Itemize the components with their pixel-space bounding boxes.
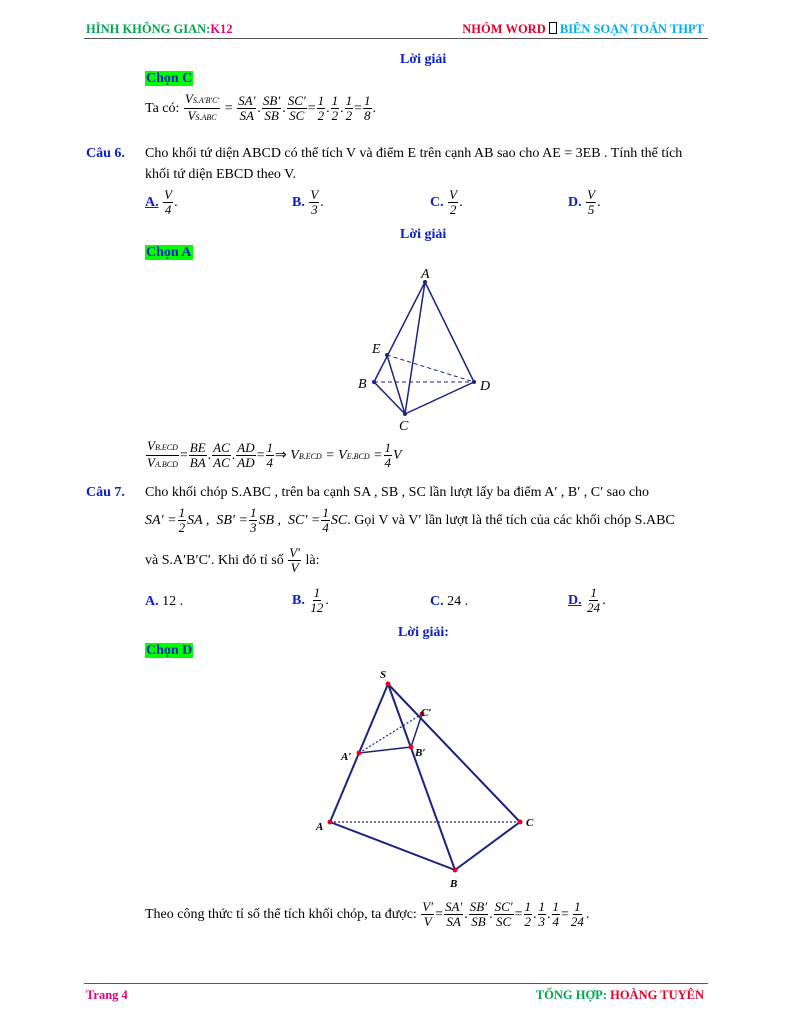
header-right: NHÓM WORD BIÊN SOẠN TOÁN THPT [462, 22, 704, 36]
label-c: C [526, 817, 534, 829]
tetrahedron-diagram [340, 262, 510, 434]
question-7-text-1: Cho khối chóp S.ABC , trên ba cạnh SA , SB , SC lần lượt lấy ba điểm A′ , B′ , C′ sao cho [145, 485, 650, 500]
edge-sc [388, 684, 520, 822]
q7-option-d[interactable]: D. $\frac{1}{24}$ . [568, 585, 606, 615]
edge-ed [387, 355, 474, 382]
formula-line-7: Theo công thức tỉ số thể tích khối chóp, ta được: $\frac{V'}{V}$ = $\frac{SA'}{SA}$ . $\frac{SB'}{SB}$ . $\frac{SC'}{SC}$ = $\frac{1}{2}$ . $\frac{1}{3}$ . $\frac{1}{4}$ = $\frac{1}{24}$ . [145, 899, 590, 929]
q7-option-a[interactable]: A. 12 . [145, 594, 184, 609]
question-7-text-3: và S.A′B′C′. Khi đó tỉ số $\frac{V'}{V}$ là: [145, 545, 320, 575]
question-7-label: Câu 7. [86, 485, 125, 500]
point-a [328, 820, 333, 825]
edge-cd [405, 382, 474, 414]
formula-line-6: $\frac{\text{VB.ECD}}{\text{VA.BCD}}$ = $\frac{BE}{BA}$ . $\frac{AC}{AC}$ . $\frac{AD}{AD}$ = $\frac{1}{4}$ ⇒ VB.ECD = VE.BCD = $\frac{1}{4}$ V [147, 438, 402, 470]
question-6-text-1: Cho khối tứ diện ABCD có thể tích V và điểm E trên cạnh AB sao cho AE = 3EB . Tính thể tích [145, 146, 683, 161]
choice-badge-6: Chọn A [146, 245, 192, 260]
label-c1: C′ [421, 707, 432, 719]
point-b [453, 868, 458, 873]
formula-line-1: Ta có: $\frac{VS.A'B'C'}{\text{VS.ABC}}$ = $\frac{SA'}{SA}$ . $\frac{SB'}{SB}$ . $\frac{SC'}{SC}$ = $\frac{1}{2}$ . $\frac{1}{2}$ . $\frac{1}{2}$ = $\frac{1}{8}$ . [145, 91, 377, 123]
solution-heading: Lời giải [400, 52, 447, 67]
q6-option-c[interactable]: C. $\frac{V}{2}$ . [430, 187, 463, 217]
label-c: C [399, 419, 409, 434]
solution-heading-6: Lời giải [400, 227, 447, 242]
edge-ab [330, 822, 455, 870]
point-c [518, 820, 523, 825]
q6-option-b[interactable]: B. $\frac{V}{3}$ . [292, 187, 324, 217]
square-icon [549, 22, 557, 34]
label-a: A [316, 821, 324, 833]
footer-page-number: Trang 4 [86, 988, 128, 1002]
footer-author: TỔNG HỢP: HOÀNG TUYÊN [535, 988, 704, 1002]
q6-option-d[interactable]: D. $\frac{V}{5}$ . [568, 187, 601, 217]
edge-bc [455, 822, 520, 870]
label-s: S [380, 669, 387, 681]
point-b1 [409, 745, 414, 750]
point-c [403, 412, 407, 416]
question-6-label: Câu 6. [86, 146, 125, 161]
header-rule [84, 38, 708, 39]
point-b [372, 380, 376, 384]
label-a1: A′ [341, 751, 352, 763]
label-e: E [372, 342, 381, 357]
point-a1 [357, 751, 362, 756]
edge-ad [425, 282, 474, 382]
q6-option-a[interactable]: A. $\frac{V}{4}$ . [145, 187, 178, 217]
label-b: B [450, 878, 458, 890]
label-d: D [480, 379, 491, 394]
point-d [472, 380, 476, 384]
label-b1: B′ [415, 747, 426, 759]
question-7-text-2: SA′ = $\frac{1}{2}$ SA , SB′ = $\frac{1}{3}$ SB , SC′ = $\frac{1}{4}$ SC . Gọi V và V′ lần lượt là thể tích của các khối chóp S.ABC [145, 505, 675, 535]
q7-option-c[interactable]: C. 24 . [430, 594, 469, 609]
question-6-text-2: khối tứ diện EBCD theo V. [145, 167, 296, 182]
choice-badge: Chọn C [146, 71, 193, 86]
point-e [385, 353, 389, 357]
label-b: B [358, 377, 367, 392]
footer-rule [84, 983, 708, 984]
header-left: HÌNH KHÔNG GIAN:K12 [86, 22, 233, 36]
solution-heading-7: Lời giải: [398, 625, 449, 640]
q7-option-b[interactable]: B. $\frac{1}{12}$ . [292, 585, 329, 615]
label-a: A [421, 267, 430, 282]
choice-badge-7: Chọn D [146, 643, 193, 658]
formula-prefix: Ta có: [145, 100, 180, 116]
point-s [386, 682, 391, 687]
pyramid-diagram [300, 662, 550, 892]
